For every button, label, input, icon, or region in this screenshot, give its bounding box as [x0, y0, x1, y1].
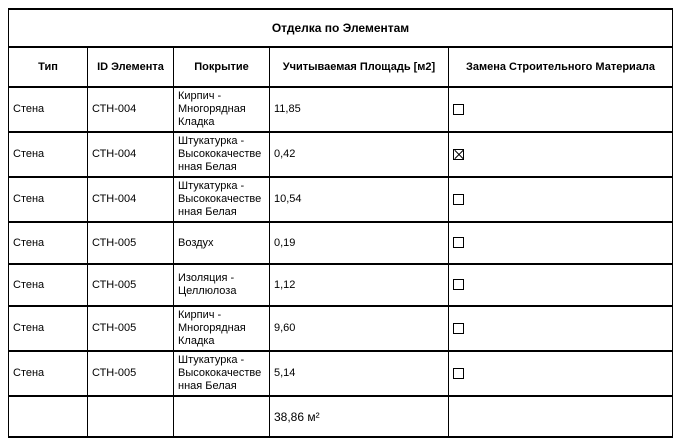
cell-type: Стена — [9, 132, 88, 177]
cell-material-replacement — [449, 177, 673, 222]
cell-type: Стена — [9, 222, 88, 264]
empty-cell — [9, 396, 88, 437]
replace-material-checkbox[interactable] — [453, 279, 464, 290]
cell-material-replacement — [449, 351, 673, 396]
cell-coating: Кирпич - Многорядная Кладка — [174, 306, 270, 351]
table-row — [9, 177, 673, 222]
cell-material-replacement — [449, 264, 673, 306]
empty-cell — [174, 396, 270, 437]
cell-material-replacement — [449, 87, 673, 132]
empty-cell — [88, 396, 174, 437]
cell-area: 11,85 — [270, 87, 449, 132]
column-header-element-id: ID Элемента — [88, 47, 174, 87]
cell-area: 10,54 — [270, 177, 449, 222]
schedule-title: Отделка по Элементам — [9, 9, 673, 47]
column-header-material-replacement: Замена Строительного Материала — [449, 47, 673, 87]
replace-material-checkbox[interactable] — [453, 194, 464, 205]
column-header-area: Учитываемая Площадь [м2] — [270, 47, 449, 87]
cell-area: 9,60 — [270, 306, 449, 351]
title-row — [9, 9, 673, 47]
replace-material-checkbox[interactable] — [453, 104, 464, 115]
cell-element-id: СТН-004 — [88, 87, 174, 132]
cell-type: Стена — [9, 87, 88, 132]
cell-coating: Кирпич - Многорядная Кладка — [174, 87, 270, 132]
replace-material-checkbox[interactable] — [453, 368, 464, 379]
cell-coating: Изоляция - Целлюлоза — [174, 264, 270, 306]
table-row — [9, 351, 673, 396]
cell-type: Стена — [9, 351, 88, 396]
total-row — [9, 396, 673, 437]
total-area-value: 38,86 м² — [270, 396, 449, 437]
cell-element-id: СТН-005 — [88, 351, 174, 396]
cell-material-replacement — [449, 222, 673, 264]
empty-cell — [449, 396, 673, 437]
column-header-row — [9, 47, 673, 87]
table-row — [9, 222, 673, 264]
cell-material-replacement — [449, 132, 673, 177]
cell-coating: Штукатурка - Высококачественная Белая — [174, 177, 270, 222]
cell-type: Стена — [9, 306, 88, 351]
cell-type: Стена — [9, 264, 88, 306]
cell-element-id: СТН-005 — [88, 264, 174, 306]
cell-area: 0,42 — [270, 132, 449, 177]
table-row — [9, 264, 673, 306]
cell-area: 1,12 — [270, 264, 449, 306]
cell-area: 0,19 — [270, 222, 449, 264]
cell-coating: Воздух — [174, 222, 270, 264]
cell-type: Стена — [9, 177, 88, 222]
replace-material-checkbox[interactable] — [453, 237, 464, 248]
column-header-type: Тип — [9, 47, 88, 87]
cell-coating: Штукатурка - Высококачественная Белая — [174, 351, 270, 396]
column-header-coating: Покрытие — [174, 47, 270, 87]
table-row — [9, 132, 673, 177]
replace-material-checkbox[interactable] — [453, 149, 464, 160]
table-row — [9, 306, 673, 351]
schedule-body — [9, 87, 673, 396]
finish-schedule-table — [8, 8, 673, 438]
cell-area: 5,14 — [270, 351, 449, 396]
replace-material-checkbox[interactable] — [453, 323, 464, 334]
cell-element-id: СТН-004 — [88, 177, 174, 222]
cell-element-id: СТН-005 — [88, 222, 174, 264]
cell-coating: Штукатурка - Высококачественная Белая — [174, 132, 270, 177]
cell-element-id: СТН-004 — [88, 132, 174, 177]
cell-material-replacement — [449, 306, 673, 351]
table-row — [9, 87, 673, 132]
cell-element-id: СТН-005 — [88, 306, 174, 351]
